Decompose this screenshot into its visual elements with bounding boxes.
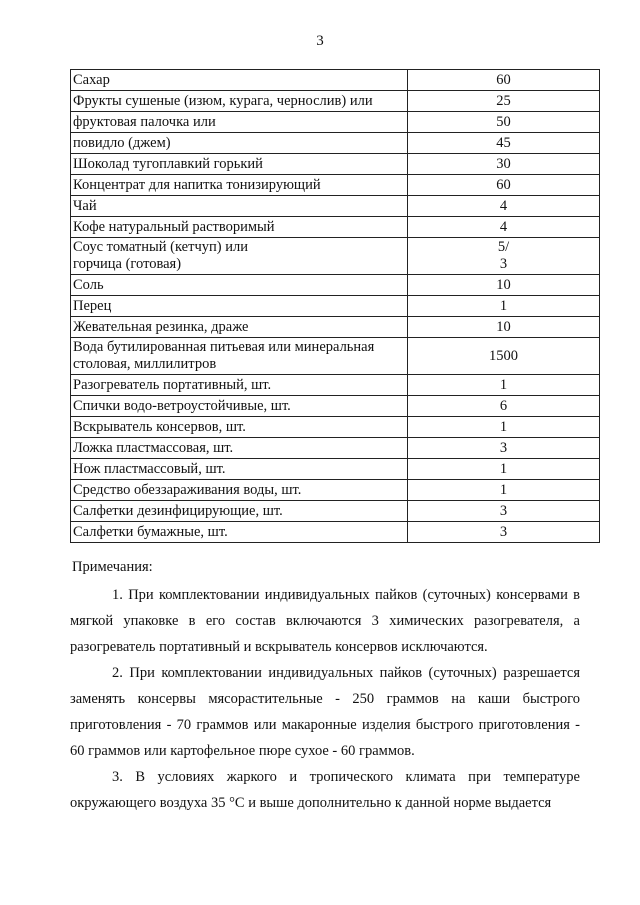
table-row <box>71 459 600 480</box>
item-quantity: 60 <box>408 70 600 91</box>
table-row <box>71 196 600 217</box>
table-row <box>71 375 600 396</box>
item-quantity <box>408 238 600 275</box>
page-number: 3 <box>316 33 324 49</box>
item-name: Фрукты сушеные (изюм, курага, чернослив) или <box>71 91 408 112</box>
item-name: Спички водо-ветроустойчивые, шт. <box>71 396 408 417</box>
item-quantity: 4 <box>408 217 600 238</box>
item-quantity: 10 <box>408 275 600 296</box>
note-paragraph: 2. При комплектовании индивидуальных пайков (суточных) разрешается заменять консервы мясорастительные - 250 граммов на каши быстрого приготовления - 70 граммов или макаронные изделия быстрого приготовления - 60 граммов или картофельное пюре сухое - 60 граммов. <box>70 665 580 759</box>
table-row <box>71 217 600 238</box>
item-name-line-2: горчица (готовая) <box>73 256 182 272</box>
table-row <box>71 70 600 91</box>
item-quantity: 1 <box>408 480 600 501</box>
table-row <box>71 154 600 175</box>
table-row <box>71 396 600 417</box>
item-quantity: 30 <box>408 154 600 175</box>
table-row <box>71 175 600 196</box>
note-paragraph: 3. В условиях жаркого и тропического климата при температуре окружающего воздуха 35 °С и выше дополнительно к данной норме выдается <box>70 769 580 811</box>
item-quantity: 10 <box>408 317 600 338</box>
item-quantity: 1 <box>408 375 600 396</box>
table-row <box>71 438 600 459</box>
table-row <box>71 480 600 501</box>
item-name: Концентрат для напитка тонизирующий <box>71 175 408 196</box>
item-name: Перец <box>71 296 408 317</box>
table-row <box>71 317 600 338</box>
item-name: Салфетки бумажные, шт. <box>71 522 408 543</box>
item-quantity: 1500 <box>408 338 600 375</box>
item-name <box>71 238 408 275</box>
table-row <box>71 238 600 275</box>
item-name: Кофе натуральный растворимый <box>71 217 408 238</box>
table-row <box>71 338 600 375</box>
item-quantity: 1 <box>408 296 600 317</box>
item-name: Ложка пластмассовая, шт. <box>71 438 408 459</box>
item-name <box>71 338 408 375</box>
item-quantity: 4 <box>408 196 600 217</box>
item-name: повидло (джем) <box>71 133 408 154</box>
item-name: Разогреватель портативный, шт. <box>71 375 408 396</box>
item-name: Сахар <box>71 70 408 91</box>
item-quantity-line-2: 3 <box>499 256 508 272</box>
item-quantity: 3 <box>408 501 600 522</box>
item-name: Чай <box>71 196 408 217</box>
note-paragraph: 1. При комплектовании индивидуальных пайков (суточных) консервами в мягкой упаковке в его состав включаются 3 химических разогревателя, а разогреватель портативный и вскрыватель консервов исключаются. <box>70 587 580 655</box>
table-row <box>71 522 600 543</box>
table-row <box>71 112 600 133</box>
table-row <box>71 91 600 112</box>
item-name: Жевательная резинка, драже <box>71 317 408 338</box>
item-name: Нож пластмассовый, шт. <box>71 459 408 480</box>
item-quantity: 3 <box>408 438 600 459</box>
table-row <box>71 133 600 154</box>
table-row <box>71 296 600 317</box>
table-row <box>71 501 600 522</box>
table-row <box>71 275 600 296</box>
item-quantity-line-1: 5/ <box>497 239 510 255</box>
notes-section <box>70 554 580 816</box>
item-name-line-1: Вода бутилированная питьевая или минеральная <box>73 339 375 355</box>
item-name: Вскрыватель консервов, шт. <box>71 417 408 438</box>
item-quantity: 60 <box>408 175 600 196</box>
ration-table <box>70 69 600 543</box>
table-row <box>71 417 600 438</box>
item-quantity: 3 <box>408 522 600 543</box>
notes-heading: Примечания: <box>72 559 153 575</box>
item-name-line-2: столовая, миллилитров <box>73 356 217 372</box>
item-quantity: 6 <box>408 396 600 417</box>
item-quantity: 25 <box>408 91 600 112</box>
item-name-line-1: Соус томатный (кетчуп) или <box>73 239 248 255</box>
item-name: Средство обеззараживания воды, шт. <box>71 480 408 501</box>
item-quantity: 50 <box>408 112 600 133</box>
item-name: Соль <box>71 275 408 296</box>
item-quantity: 45 <box>408 133 600 154</box>
item-name: Шоколад тугоплавкий горький <box>71 154 408 175</box>
item-quantity: 1 <box>408 417 600 438</box>
item-name: Салфетки дезинфицирующие, шт. <box>71 501 408 522</box>
item-name: фруктовая палочка или <box>71 112 408 133</box>
item-quantity: 1 <box>408 459 600 480</box>
